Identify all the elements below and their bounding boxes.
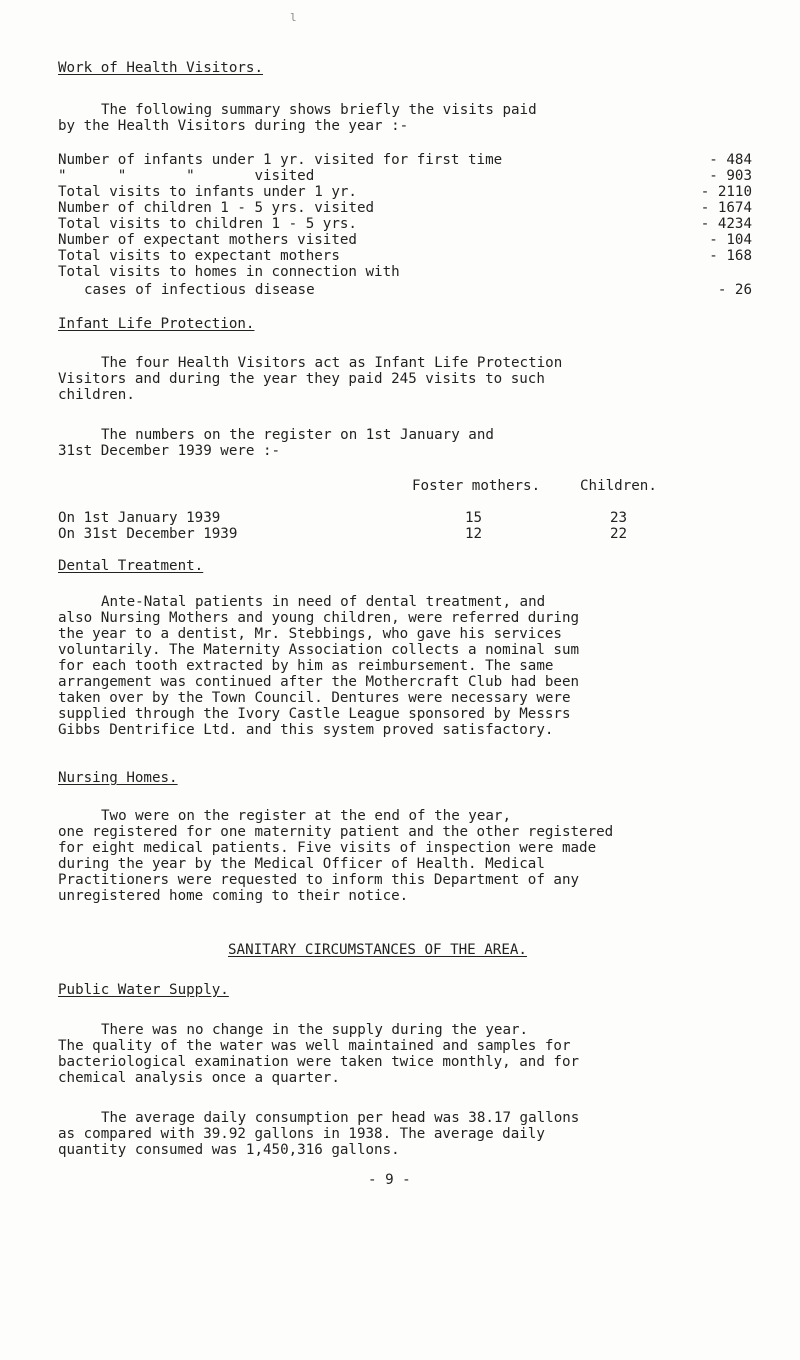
foster-value: 15 [465, 510, 483, 526]
row-label: On 1st January 1939 [58, 510, 221, 526]
text-line: for eight medical patients. Five visits of inspection were made [58, 840, 597, 856]
stat-value: - 26 [717, 282, 752, 298]
text-line: taken over by the Town Council. Dentures were necessary were [58, 690, 571, 706]
nursing-para [58, 808, 778, 904]
text-line: There was no change in the supply during the year. [101, 1022, 529, 1038]
text-line: chemical analysis once a quarter. [58, 1070, 340, 1086]
text-line: Two were on the register at the end of the year, [101, 808, 511, 824]
text-line: Visitors and during the year they paid 245 visits to such [58, 371, 545, 387]
infant-para-2 [58, 427, 778, 459]
row-label: On 31st December 1939 [58, 526, 238, 542]
section-heading-water: Public Water Supply. [58, 982, 229, 998]
text-line: also Nursing Mothers and young children, were referred during [58, 610, 580, 626]
stat-label: Total visits to children 1 - 5 yrs. [58, 216, 357, 232]
text-line: Gibbs Dentrifice Ltd. and this system proved satisfactory. [58, 722, 554, 738]
text-line: arrangement was continued after the Mothercraft Club had been [58, 674, 580, 690]
text-line: bacteriological examination were taken twice monthly, and for [58, 1054, 580, 1070]
col-header-children: Children. [580, 478, 657, 494]
text-line: one registered for one maternity patient and the other registered [58, 824, 614, 840]
foster-value: 12 [465, 526, 483, 542]
text-line: for each tooth extracted by him as reimbursement. The same [58, 658, 554, 674]
water-para-1 [58, 1022, 778, 1086]
text-line: The four Health Visitors act as Infant Life Protection [101, 355, 563, 371]
infant-para-1 [58, 355, 778, 403]
text-line: voluntarily. The Maternity Association collects a nominal sum [58, 642, 580, 658]
stat-value: - 104 [709, 232, 752, 248]
text-line: The numbers on the register on 1st January and [101, 427, 494, 443]
stat-value: - 484 [709, 152, 752, 168]
text-line: children. [58, 387, 135, 403]
stat-label: Number of expectant mothers visited [58, 232, 357, 248]
page-number: - 9 - [368, 1172, 411, 1188]
stat-label: Total visits to infants under 1 yr. [58, 184, 357, 200]
children-value: 22 [610, 526, 628, 542]
stat-value: - 4234 [700, 216, 752, 232]
text-line: during the year by the Medical Officer of Health. Medical [58, 856, 545, 872]
text-line: The following summary shows briefly the visits paid [101, 102, 537, 118]
text-line: unregistered home coming to their notice. [58, 888, 409, 904]
section-heading-infant: Infant Life Protection. [58, 316, 255, 332]
children-value: 23 [610, 510, 628, 526]
text-line: 31st December 1939 were :- [58, 443, 281, 459]
text-line: The average daily consumption per head was 38.17 gallons [101, 1110, 580, 1126]
stat-label: cases of infectious disease [84, 282, 315, 298]
text-line: Ante-Natal patients in need of dental treatment, and [101, 594, 546, 610]
text-line: as compared with 39.92 gallons in 1938. The average daily [58, 1126, 545, 1142]
stat-label: " " " visited [58, 168, 315, 184]
text-line: by the Health Visitors during the year :- [58, 118, 409, 134]
stat-label: Number of infants under 1 yr. visited for first time [58, 152, 503, 168]
text-line: Practitioners were requested to inform this Department of any [58, 872, 580, 888]
section-heading-work: Work of Health Visitors. [58, 60, 263, 76]
water-para-2 [58, 1110, 778, 1158]
section-heading-dental: Dental Treatment. [58, 558, 204, 574]
text-line: supplied through the Ivory Castle League sponsored by Messrs [58, 706, 571, 722]
stat-value: - 2110 [700, 184, 752, 200]
text-line: The quality of the water was well maintained and samples for [58, 1038, 571, 1054]
section-heading-sanitary: SANITARY CIRCUMSTANCES OF THE AREA. [228, 942, 527, 958]
stat-label: Number of children 1 - 5 yrs. visited [58, 200, 375, 216]
text-line: the year to a dentist, Mr. Stebbings, who gave his services [58, 626, 562, 642]
work-intro [58, 102, 778, 134]
stat-value: - 168 [709, 248, 752, 264]
dental-para [58, 594, 778, 738]
stat-value: - 1674 [700, 200, 752, 216]
stat-label: Total visits to expectant mothers [58, 248, 340, 264]
col-header-foster-mothers: Foster mothers. [412, 478, 541, 494]
stray-mark: l [290, 11, 297, 24]
stat-label: Total visits to homes in connection with [58, 264, 400, 280]
text-line: quantity consumed was 1,450,316 gallons. [58, 1142, 400, 1158]
stat-value: - 903 [709, 168, 752, 184]
section-heading-nursing: Nursing Homes. [58, 770, 178, 786]
